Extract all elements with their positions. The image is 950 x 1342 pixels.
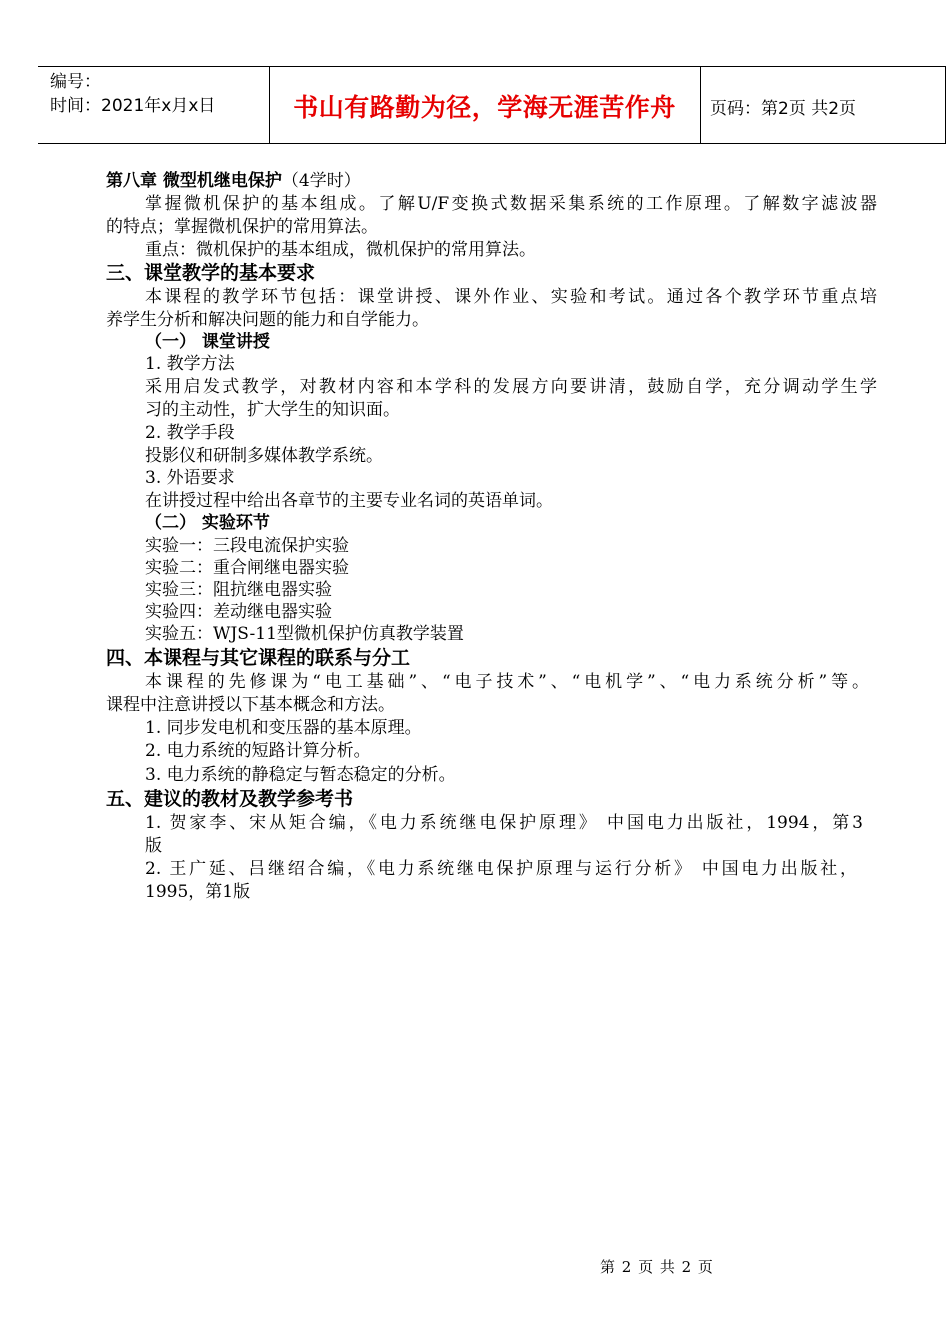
section5-heading: 五、建议的教材及教学参考书 (106, 788, 354, 810)
section3-item1: 1. 教学方法 (145, 354, 235, 374)
section3-item1-line1: 采用启发式教学，对教材内容和本学科的发展方向要讲清，鼓励自学，充分调动学生学 (145, 377, 877, 397)
header-divider-right (700, 66, 701, 143)
header-motto: 书山有路勤为径，学海无涯苦作舟 (293, 93, 676, 122)
header-right-rule (945, 66, 946, 143)
chapter8-title-bold: 第八章 微型机继电保护 (106, 171, 282, 191)
section4-heading: 四、本课程与其它课程的联系与分工 (106, 647, 411, 669)
section3-item3: 3. 外语要求 (145, 468, 235, 488)
chapter8-para1-line2: 的特点；掌握微机保护的常用算法。 (106, 217, 378, 237)
reference2-line1: 2. 王广延、吕继绍合编，《电力系统继电保护原理与运行分析》 中国电力出版社， (145, 859, 857, 879)
header-number-label: 编号： (50, 72, 101, 92)
section4-list-item: 1. 同步发电机和变压器的基本原理。 (145, 718, 422, 738)
experiment-item: 实验三：阻抗继电器实验 (145, 580, 332, 600)
section3-para1-line1: 本课程的教学环节包括：课堂讲授、课外作业、实验和考试。通过各个教学环节重点培 (145, 287, 877, 307)
reference1-line1: 1. 贺家李、宋从矩合编，《电力系统继电保护原理》 中国电力出版社，1994，第3 (145, 813, 863, 833)
header-meta (50, 70, 215, 118)
reference2-line2: 1995，第1版 (145, 882, 251, 902)
section3-item2-text: 投影仪和研制多媒体教学系统。 (145, 446, 383, 466)
section4-para1-line2: 课程中注意讲授以下基本概念和方法。 (106, 695, 395, 715)
experiment-item: 实验一：三段电流保护实验 (145, 536, 349, 556)
chapter8-title (106, 170, 361, 192)
page-footer-number: 第 2 页 共 2 页 (600, 1258, 714, 1276)
experiment-item: 实验二：重合闸继电器实验 (145, 558, 349, 578)
section3-para1-line2: 养学生分析和解决问题的能力和自学能力。 (106, 310, 429, 330)
section3-item2: 2. 教学手段 (145, 423, 235, 443)
header-top-rule (38, 66, 946, 67)
section4-para1-line1: 本课程的先修课为“电工基础”、“电子技术”、“电机学”、“电力系统分析”等。 (145, 672, 869, 692)
experiment-item: 实验四：差动继电器实验 (145, 602, 332, 622)
page-header (38, 66, 946, 144)
section3-sub2: （二） 实验环节 (145, 513, 270, 533)
chapter8-title-hours: （4学时） (281, 171, 361, 191)
section3-sub1: （一） 课堂讲授 (145, 332, 270, 352)
chapter8-para2: 重点：微机保护的基本组成，微机保护的常用算法。 (145, 240, 536, 260)
header-date-label: 时间：2021年x月x日 (50, 96, 216, 116)
section3-item3-text: 在讲授过程中给出各章节的主要专业名词的英语单词。 (145, 491, 553, 511)
experiment-item: 实验五：WJS-11型微机保护仿真教学装置 (145, 624, 464, 644)
reference1-line2: 版 (145, 836, 162, 856)
section3-heading: 三、课堂教学的基本要求 (106, 262, 316, 284)
section4-list-item: 2. 电力系统的短路计算分析。 (145, 741, 371, 761)
section4-list-item: 3. 电力系统的静稳定与暂态稳定的分析。 (145, 765, 456, 785)
section3-item1-line2: 习的主动性，扩大学生的知识面。 (145, 400, 400, 420)
header-page-label: 页码：第2页 共2页 (710, 99, 857, 119)
chapter8-para1-line1: 掌握微机保护的基本组成。了解U/F变换式数据采集系统的工作原理。了解数字滤波器 (145, 194, 877, 214)
